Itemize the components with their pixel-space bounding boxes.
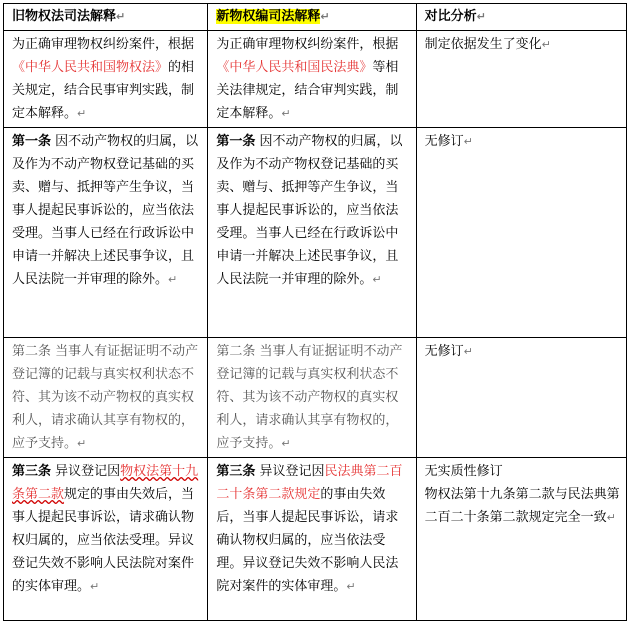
- new-article-2: 第二条 当事人有证据证明不动产登记簿的记载与真实权利状态不符、其为该不动产物权的真实权利人，请求确认其享有物权的，应予支持。↵: [208, 338, 416, 458]
- old-article-2: 第二条 当事人有证据证明不动产登记簿的记载与真实权利状态不符、其为该不动产物权的真实权利人，请求确认其享有物权的，应予支持。↵: [4, 338, 208, 458]
- analysis-article-1: 无修订↵: [416, 128, 626, 338]
- table-row: [4, 128, 627, 338]
- new-article-1: 第一条 因不动产物权的归属，以及作为不动产物权登记基础的买卖、赠与、抵押等产生争议，当事人提起民事诉讼的，应当依法受理。当事人已经在行政诉讼中申请一并解决上述民事争议，且人民法院一并审理的除外。↵: [208, 128, 416, 338]
- paragraph-mark-icon: ↵: [320, 10, 330, 23]
- table-row: [4, 31, 627, 128]
- header-old: 旧物权法司法解释↵: [4, 4, 208, 31]
- header-new: 新物权编司法解释↵: [208, 4, 416, 31]
- analysis-article-2: 无修订↵: [416, 338, 626, 458]
- header-row: [4, 4, 627, 31]
- table-row: [4, 458, 627, 621]
- new-preamble: 为正确审理物权纠纷案件，根据《中华人民共和国民法典》等相关法律规定，结合审判实践，制定本解释。↵: [208, 31, 416, 128]
- header-analysis: 对比分析↵: [416, 4, 626, 31]
- old-article-1: 第一条 因不动产物权的归属，以及作为不动产物权登记基础的买卖、赠与、抵押等产生争议，当事人提起民事诉讼的，应当依法受理。当事人已经在行政诉讼中申请一并解决上述民事争议，且人民法院一并审理的除外。↵: [4, 128, 208, 338]
- comparison-table: [3, 3, 627, 621]
- paragraph-mark-icon: ↵: [476, 10, 486, 23]
- paragraph-mark-icon: ↵: [116, 10, 126, 23]
- old-preamble: 为正确审理物权纠纷案件，根据《中华人民共和国物权法》的相关规定，结合民事审判实践，制定本解释。↵: [4, 31, 208, 128]
- analysis-preamble: 制定依据发生了变化↵: [416, 31, 626, 128]
- analysis-article-3: 无实质性修订 物权法第十九条第二款与民法典第二百二十条第二款规定完全一致↵: [416, 458, 626, 621]
- table-row: [4, 338, 627, 458]
- new-article-3: 第三条 异议登记因民法典第二百二十条第二款规定的事由失效后，当事人提起民事诉讼，请求确认物权归属的，应当依法受理。异议登记失效不影响人民法院对案件的实体审理。↵: [208, 458, 416, 621]
- old-article-3: 第三条 异议登记因物权法第十九条第二款规定的事由失效后，当事人提起民事诉讼，请求确认物权归属的，应当依法受理。异议登记失效不影响人民法院对案件的实体审理。↵: [4, 458, 208, 621]
